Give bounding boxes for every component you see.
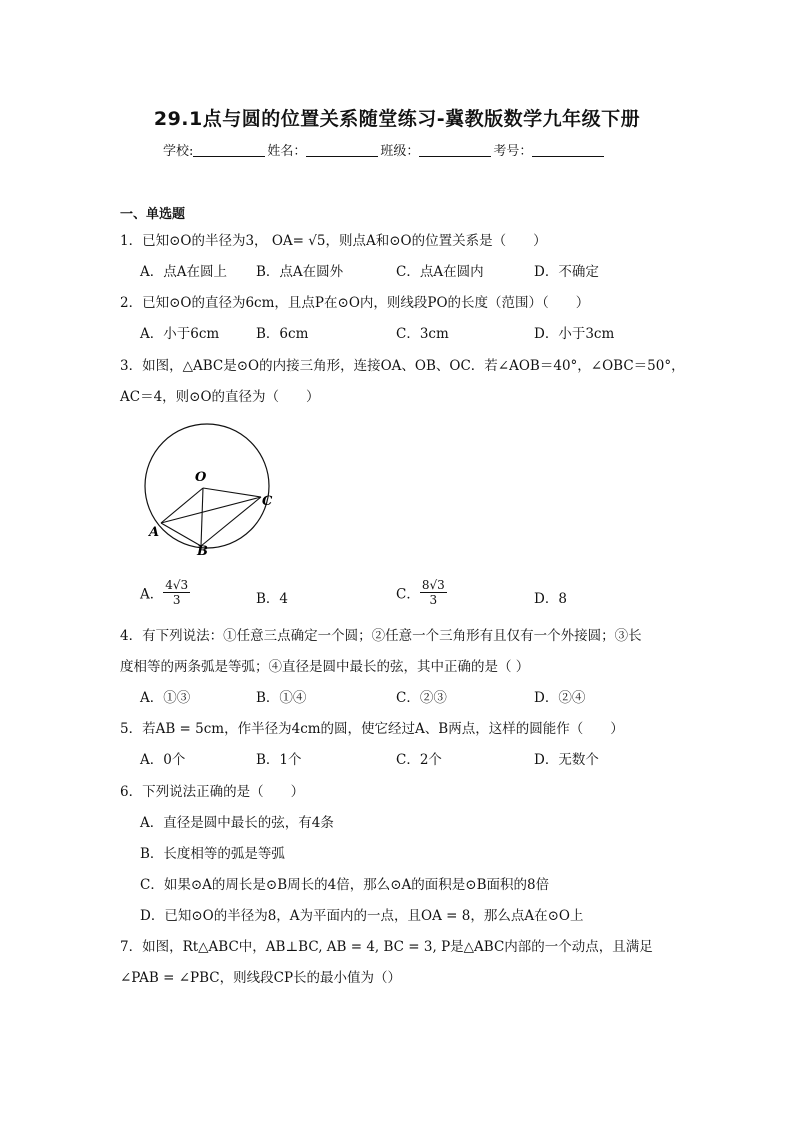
q1-option-d[interactable]: D．不确定 [534,264,599,280]
q4-option-a[interactable]: A．①③ [140,690,191,706]
q5-option-a[interactable]: A．0个 [140,752,186,768]
q1-option-b[interactable]: B．点A在圆外 [256,264,344,280]
question-3-line-1: 3．如图，△ABC是⊙O的内接三角形，连接OA、OB、OC．若∠AOB＝40°，∠OBC＝50°， [120,358,685,374]
q5-option-b[interactable]: B．1个 [256,752,302,768]
q3-option-b[interactable]: B．4 [256,591,289,607]
question-4-line-2: 度相等的两条弧是等弧；④直径是圆中最长的弦，其中正确的是（ ） [120,659,530,675]
number-label: 考号： [493,144,533,159]
q3-option-c-denominator: 3 [429,593,438,607]
name-blank[interactable] [306,143,378,157]
class-blank[interactable] [419,143,491,157]
q4-option-c[interactable]: C．②③ [396,690,447,706]
number-blank[interactable] [532,143,604,157]
name-label: 姓名： [267,144,307,159]
q3-option-c[interactable] [396,578,447,607]
q4-option-b[interactable]: B．①④ [256,690,307,706]
q2-option-a[interactable]: A．小于6cm [140,326,220,342]
q1-option-c[interactable]: C．点A在圆内 [396,264,484,280]
q3-option-d[interactable]: D．8 [534,591,567,607]
q2-option-c[interactable]: C．3cm [396,326,449,342]
page-title: 29.1点与圆的位置关系随堂练习-冀教版数学九年级下册 [153,108,641,130]
label-a: A [149,525,160,540]
q3-option-c-prefix: C． [396,586,420,603]
q2-option-b[interactable]: B．6cm [256,326,309,342]
q5-option-c[interactable]: C．2个 [396,752,442,768]
question-7-line-1: 7．如图，Rt△ABC中，AB⊥BC, AB = 4, BC = 3, P是△ABC内部的一个动点，且满足 [120,939,653,955]
question-6-text: 6．下列说法正确的是（ ） [120,784,305,800]
section-heading: 一、单选题 [120,207,186,222]
label-o: O [195,470,207,485]
label-b: B [197,544,208,559]
q3-option-a[interactable] [140,578,190,607]
q4-option-d[interactable]: D．②④ [534,690,586,706]
question-5-text: 5．若AB = 5cm，作半径为4cm的圆，使它经过A、B两点，这样的圆能作（ ） [120,721,624,737]
question-1-text: 1．已知⊙O的半径为3， OA= √5，则点A和⊙O的位置关系是（ ） [120,233,547,249]
q6-option-d[interactable]: D．已知⊙O的半径为8，A为平面内的一点，且OA = 8，那么点A在⊙O上 [140,908,584,924]
class-label: 班级： [380,144,420,159]
q3-option-c-numerator: 8√3 [421,578,445,592]
segment-oc [203,488,261,497]
q3-option-c-fraction [420,578,447,607]
segment-ob [201,488,203,546]
school-label: 学校: [163,144,194,159]
q3-option-a-numerator: 4√3 [165,578,189,592]
circle-o [145,424,269,548]
q6-option-a[interactable]: A．直径是圆中最长的弦，有4条 [140,815,334,831]
q6-option-c[interactable]: C．如果⊙A的周长是⊙B周长的4倍，那么⊙A的面积是⊙B面积的8倍 [140,877,550,893]
circle-figure [135,408,295,568]
label-c: C [262,494,273,509]
question-3-line-2: AC＝4，则⊙O的直径为（ ） [120,389,320,405]
q2-option-d[interactable]: D．小于3cm [534,326,615,342]
q3-option-a-denominator: 3 [172,593,181,607]
q3-option-a-fraction [163,578,190,607]
question-7-line-2: ∠PAB = ∠PBC，则线段CP长的最小值为（） [120,970,402,986]
student-info-row [163,140,606,159]
q5-option-d[interactable]: D．无数个 [534,752,599,768]
q3-option-a-prefix: A． [140,586,164,603]
q6-option-b[interactable]: B．长度相等的弧是等弧 [140,846,285,862]
question-2-text: 2．已知⊙O的直径为6cm，且点P在⊙O内，则线段PO的长度（范围）（ ） [120,295,590,311]
school-blank[interactable] [193,143,265,157]
question-4-line-1: 4．有下列说法：①任意三点确定一个圆；②任意一个三角形有且仅有一个外接圆；③长 [120,628,642,644]
q1-option-a[interactable]: A．点A在圆上 [140,264,227,280]
